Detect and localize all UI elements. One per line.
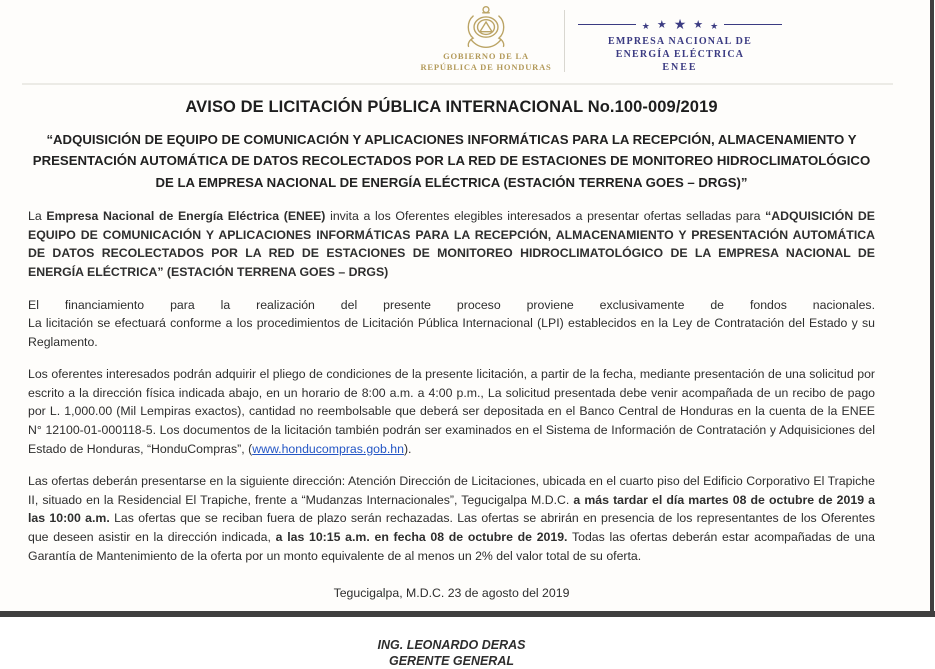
star-icon: ★ (656, 19, 667, 31)
text-segment: Las ofertas que se reciban fuera de plazo serán rechazadas. Las ofertas se abrirán en presencia de los representantes de los Oferentes que deseen asistir en la dirección indicada, (28, 511, 876, 545)
window-right-edge (930, 0, 934, 617)
financing-line1: El financiamiento para la realización del presente proceso proviene exclusivamente de fondos nacionales. (28, 297, 875, 312)
bold-text-segment: a más tardar el día martes 08 de octubre de 2019 a las 10:00 a.m. (28, 492, 875, 526)
page-header (0, 0, 935, 86)
star-icon: ★ (710, 21, 719, 31)
gov-caption-line1: GOBIERNO DE LA (443, 51, 529, 61)
logo-divider (564, 10, 565, 72)
date-line: Tegucigalpa, M.D.C. 23 de agosto del 2019 (333, 586, 570, 601)
enee-abbr: ENEE (662, 62, 698, 73)
enee-logo (578, 16, 782, 74)
notice-subtitle: “ADQUISICIÓN DE EQUIPO DE COMUNICACIÓN Y APLICACIONES INFORMÁTICAS PARA LA RECEPCIÓN, ALMACENAMIENTO Y PRESENTACIÓN AUTOMÁTICA DE DATOS RECOLECTADOS POR LA RED DE ESTACIONES DE MONITOREO HIDROCLIMATOLÓGICO DE LA EMPRESA NACIONAL DE ENERGÍA ELÉCTRICA (ESTACIÓN TERRENA GOES – DRGS)” (32, 132, 871, 190)
enee-name-line1: EMPRESA NACIONAL DE (608, 36, 752, 47)
paragraph-financing (28, 296, 875, 352)
bold-text-segment: a las 10:15 a.m. en fecha 08 de octubre de 2019. (275, 530, 568, 545)
notice-title: AVISO DE LICITACIÓN PÚBLICA INTERNACIONAL No.100-009/2019 (185, 98, 718, 116)
signatory-name: ING. LEONARDO DERAS (377, 638, 526, 653)
signature-block (28, 637, 875, 669)
paragraph-ofertas (28, 472, 875, 565)
enee-name-line2: ENERGÍA ELÉCTRICA (615, 49, 745, 60)
text-segment: invita a los Oferentes elegibles interesados a presentar ofertas selladas para (325, 209, 766, 224)
financing-rest: La licitación se efectuará conforme a los procedimientos de Licitación Pública Internacional (LPI) establecidos en la Ley de Contratación del Estado y su Reglamento. (28, 316, 875, 349)
enee-stars-row (578, 16, 782, 32)
stars-rule-right (724, 24, 782, 25)
star-icon: ★ (673, 16, 687, 32)
text-segment: Todas las ofertas deberán estar acompañadas de una Garantía de Mantenimiento de la oferta por un monto equivalente de al menos un 2% del valor total de su oferta. (28, 530, 875, 563)
honducompras-link[interactable]: www.honducompras.gob.hn (252, 441, 404, 456)
header-divider-line (22, 83, 893, 85)
paragraph-invitation (28, 207, 875, 281)
bold-text-segment: “ADQUISICIÓN DE EQUIPO DE COMUNICACIÓN Y APLICACIONES INFORMÁTICAS PARA LA RECEPCIÓN, ALMACENAMIENTO Y PRESENTACIÓN AUTOMÁTICA DE DATOS RECOLECTADOS POR LA RED DE ESTACIONES DE MONITOREO HIDROCLIMATOLÓGICO DE LA EMPRESA NACIONAL DE ENERGÍA ELÉCTRICA” (ESTACIÓN TERRENA GOES – DRGS) (28, 209, 876, 279)
bold-text-segment: Empresa Nacional de Energía Eléctrica (ENEE) (46, 209, 326, 224)
text-segment: Las ofertas deberán presentarse en la siguiente dirección: Atención Dirección de Licitaciones, ubicada en el cuarto piso del Edificio Corporativo El Trapiche II, situado en la Residencial El Trapiche, frente a “Mudanzas Internacionales”, Tegucigalpa M.D.C. (28, 474, 875, 507)
notice-document (28, 92, 875, 669)
paragraph-pliego (28, 365, 875, 458)
stars-rule-left (578, 24, 636, 25)
gov-caption-line2: REPÚBLICA DE HONDURAS (420, 61, 552, 72)
text-segment: ). (403, 441, 412, 456)
honduras-coat-of-arms-icon (458, 5, 514, 51)
star-icon: ★ (641, 21, 650, 31)
text-segment: Los oferentes interesados podrán adquirir el pliego de condiciones de la presente licitación, a partir de la fecha, mediante presentación de una solicitud por escrito a la dirección física indicada abajo, en un horario de 8:00 a.m. a 4:00 p.m., La solicitud presentada debe venir acompañada de un recibo de pago por L. 1,000.00 (Mil Lempiras exactos), cantidad no reembolsable que deberá ser depositada en el Banco Central de Honduras en la cuenta de la ENEE N° 12100-01-000118-5. Los documentos de la licitación también podrán ser examinados en el Sistema de Información de Contratación y Adquisiciones del Estado de Honduras, “HonduCompras”, ( (28, 367, 875, 456)
honduras-government-logo (408, 5, 564, 72)
text-segment: La (28, 209, 47, 224)
window-bottom-edge (0, 611, 935, 617)
signatory-title: GERENTE GENERAL (388, 654, 514, 669)
star-icon: ★ (693, 19, 704, 31)
